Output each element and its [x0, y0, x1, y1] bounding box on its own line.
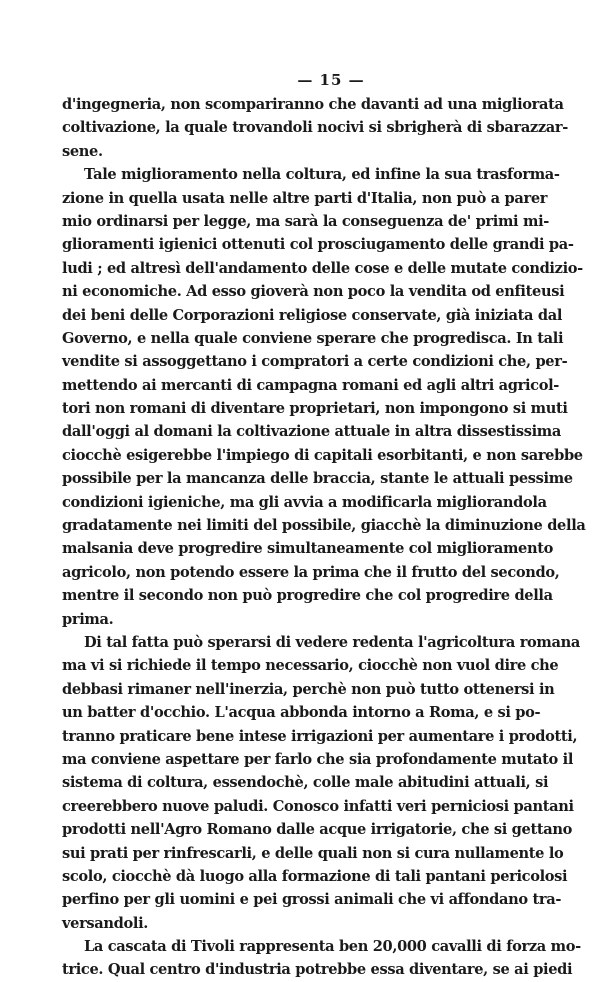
text-line: zione in quella usata nelle altre parti d'Italia, non può a parer — [62, 189, 548, 207]
text-line: sui prati per rinfrescarli, e delle quali non si cura nullamente lo — [62, 844, 564, 862]
text-line: vendite si assoggettano i compratori a certe condizioni che, per- — [62, 353, 568, 371]
text-line: un batter d'occhio. L'acqua abbonda intorno a Roma, e si po- — [62, 704, 541, 722]
body-text — [62, 93, 586, 982]
text-line: prodotti nell'Agro Romano dalle acque irrigatorie, che si gettano — [62, 821, 572, 839]
book-page — [62, 68, 586, 982]
text-line: trice. Qual centro d'industria potrebbe essa diventare, se ai piedi — [62, 961, 573, 979]
paragraph — [62, 163, 586, 631]
text-line: agricolo, non potendo essere la prima che il frutto del secondo, — [62, 563, 560, 581]
text-line: tranno praticare bene intese irrigazioni per aumentare i prodotti, — [62, 727, 578, 745]
text-line: versandoli. — [62, 914, 148, 932]
text-line: scolo, ciocchè dà luogo alla formazione di tali pantani pericolosi — [62, 867, 568, 885]
text-line: dei beni delle Corporazioni religiose conservate, già iniziata dal — [62, 306, 563, 324]
text-line: possibile per la mancanza delle braccia, stante le attuali pessime — [62, 470, 573, 488]
text-line: gradatamente nei limiti del possibile, giacchè la diminuzione della — [62, 517, 586, 535]
text-line: debbasi rimaner nell'inerzia, perchè non può tutto ottenersi in — [62, 680, 555, 698]
text-line: malsania deve progredire simultaneamente col miglioramento — [62, 540, 554, 558]
text-line: ma vi si richiede il tempo necessario, ciocchè non vuol dire che — [62, 657, 559, 675]
text-line: sistema di coltura, essendochè, colle male abitudini attuali, si — [62, 774, 549, 792]
text-line: coltivazione, la quale trovandoli nocivi si sbrigherà di sbarazzar- — [62, 119, 568, 137]
text-line: ludi ; ed altresì dell'andamento delle cose e delle mutate condizio- — [62, 259, 583, 277]
text-line: mettendo ai mercanti di campagna romani ed agli altri agricol- — [62, 376, 559, 394]
paragraph — [62, 935, 581, 982]
text-line: ni economiche. Ad esso gioverà non poco la vendita od enfiteusi — [62, 283, 565, 301]
text-line: perfino per gli uomini e pei grossi animali che vi affondano tra- — [62, 891, 562, 909]
text-line: ciocchè esigerebbe l'impiego di capitali esorbitanti, e non sarebbe — [62, 446, 583, 464]
text-line: ma conviene aspettare per farlo che sia profondamente mutato il — [62, 750, 574, 768]
paragraph — [62, 631, 580, 935]
text-line: condizioni igieniche, ma gli avvia a modificarla migliorandola — [62, 493, 547, 511]
text-line: mentre il secondo non può progredire che col progredire della — [62, 587, 553, 605]
page-number: — 15 — — [297, 71, 365, 89]
text-line: La cascata di Tivoli rappresenta ben 20,000 cavalli di forza mo- — [84, 938, 581, 956]
text-line: glioramenti igienici ottenuti col prosciugamento delle grandi pa- — [62, 236, 574, 254]
text-line: tori non romani di diventare proprietari, non impongono si muti — [62, 400, 568, 418]
text-line: prima. — [62, 610, 114, 628]
text-line: Governo, e nella quale conviene sperare che progredisca. In tali — [62, 329, 564, 347]
text-line: sene. — [62, 142, 103, 160]
text-line: mio ordinarsi per legge, ma sarà la conseguenza de' primi mi- — [62, 212, 549, 230]
text-line: dall'oggi al domani la coltivazione attuale in altra dissestissima — [62, 423, 561, 441]
text-line: creerebbero nuove paludi. Conosco infatti veri perniciosi pantani — [62, 797, 574, 815]
text-line: Di tal fatta può sperarsi di vedere redenta l'agricoltura romana — [84, 633, 580, 651]
text-line: d'ingegneria, non scompariranno che davanti ad una migliorata — [62, 96, 564, 113]
paragraph — [62, 93, 568, 163]
text-line: Tale miglioramento nella coltura, ed infine la sua trasforma- — [84, 166, 560, 184]
